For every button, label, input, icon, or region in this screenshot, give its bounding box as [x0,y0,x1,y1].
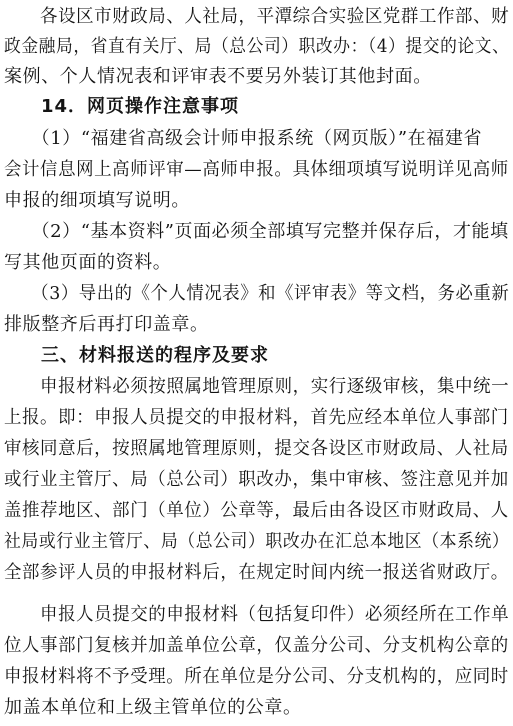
text-line-11: 排版整齐后再打印盖章。 [4,314,209,335]
text-line-1: 各设区市财政局、人社局，平潭综合实验区党群工作部、财 [22,6,510,27]
text-line-2: 政金融局，省直有关厅、局（总公司）职改办：（4）提交的论文、 [4,36,510,57]
section-heading-14: 14．网页操作注意事项 [22,96,240,117]
text-line-5: （1）“福建省高级会计师申报系统（网页版）”在福建省 [22,128,483,149]
text-line-3: 案例、个人情况表和评审表不要另外装订其他封面。 [4,66,432,87]
section-heading-3: 三、材料报送的程序及要求 [22,345,269,366]
text-line-19: 全部参评人员的申报材料后，在规定时间内统一报送省财政厅。 [4,562,509,583]
text-line-21: 位人事部门复核并加盖单位公章，仅盖分公司、分支机构公章的 [4,635,509,656]
text-line-14: 上报。即：申报人员提交的申报材料，首先应经本单位人事部门 [4,407,509,428]
text-line-7: 申报的细项填写说明。 [4,190,190,211]
text-line-13: 申报材料必须按照属地管理原则，实行逐级审核，集中统一 [22,376,510,397]
text-line-17: 盖推荐地区、部门（单位）公章等，最后由各设区市财政局、人 [4,500,509,521]
text-line-22: 申报材料将不予受理。所在单位是分公司、分支机构的，应同时 [4,666,509,687]
text-line-15: 审核同意后，按照属地管理原则，提交各设区市财政局、人社局 [4,438,509,459]
text-line-23: 加盖本单位和上级主管单位的公章。 [4,697,302,718]
text-line-18: 社局或行业主管厅、局（总公司）职改办在汇总本地区（本系统） [4,531,510,552]
text-line-9: 写其他页面的资料。 [4,252,172,273]
text-line-8: （2）“基本资料”页面必须全部填写完整并保存后，才能填 [22,221,509,242]
text-line-6: 会计信息网上高师评审—高师申报。具体细项填写说明详见高师 [4,159,509,180]
text-line-20: 申报人员提交的申报材料（包括复印件）必须经所在工作单 [22,604,510,625]
text-line-16: 或行业主管厅、局（总公司）职改办，集中审核、签注意见并加 [4,469,509,490]
text-line-10: （3）导出的《个人情况表》和《评审表》等文档，务必重新 [22,283,510,304]
